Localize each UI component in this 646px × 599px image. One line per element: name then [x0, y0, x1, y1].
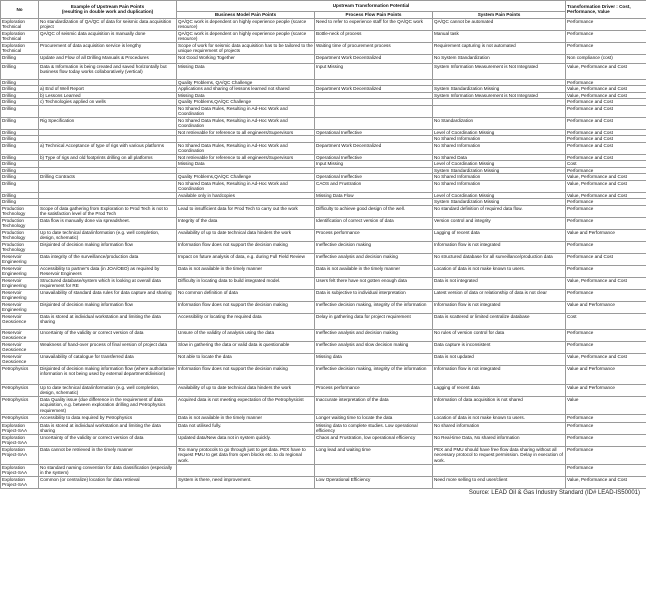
- table-cell: Latest version of data or relationship of data is not clear: [433, 289, 566, 301]
- table-cell: Exploration Project-SAA: [1, 422, 39, 434]
- table-cell: Value, Performance and Cost: [566, 180, 646, 192]
- table-cell: Available only in hardcopies: [177, 192, 315, 199]
- table-cell: Quality Problems,QA/QC Challenge: [177, 174, 315, 181]
- table-cell: No Shared Information: [433, 142, 566, 154]
- table-cell: Performance: [566, 167, 646, 174]
- table-row: [1, 414, 646, 422]
- table-cell: Level of Coordination Missing: [433, 161, 566, 168]
- table-row: [1, 289, 646, 301]
- table-row: [1, 422, 646, 434]
- table-cell: Data is not integrated: [433, 277, 566, 289]
- table-cell: Drilling: [1, 92, 39, 99]
- table-cell: Value and Performance: [566, 384, 646, 396]
- table-cell: Performance: [566, 289, 646, 301]
- table-cell: Production Technology: [1, 205, 39, 217]
- table-header: [1, 1, 646, 19]
- table-cell: Performance and Cost: [566, 154, 646, 161]
- table-cell: Drilling: [1, 161, 39, 168]
- table-cell: Drilling Contracts: [39, 174, 177, 181]
- table-cell: No Shared Data: [433, 154, 566, 161]
- table-cell: Data is not available in the timely manner: [177, 265, 315, 277]
- table-cell: Not retrievable for reference to all engineers/Supervisors: [177, 129, 315, 136]
- table-cell: Uncertainty of the validity or correct version of data: [39, 329, 177, 341]
- table-row: [1, 329, 646, 341]
- table-cell: Value, Performance and Cost: [566, 277, 646, 289]
- table-cell: Level of Coordination Missing: [433, 129, 566, 136]
- table-row: [1, 464, 646, 476]
- table-cell: Delay in gathering data for project requirement: [315, 313, 433, 329]
- table-cell: Information flow is not integrated: [433, 301, 566, 313]
- table-cell: Drilling: [1, 199, 39, 206]
- table-cell: Exploration Project-SAA: [1, 434, 39, 446]
- table-cell: Performance: [566, 446, 646, 464]
- table-row: [1, 476, 646, 488]
- table-cell: QA/QC work is dependent on highly experience people (scarce resource): [177, 30, 315, 42]
- table-cell: Lagging of recent data: [433, 229, 566, 241]
- table-cell: Performance: [566, 30, 646, 42]
- table-cell: No shared information: [433, 422, 566, 434]
- table-cell: Accessibility to data required by Petrophysics: [39, 414, 177, 422]
- table-cell: Process performance: [315, 384, 433, 396]
- table-cell: Rig Specification: [39, 117, 177, 129]
- table-cell: Difficulty to achieve good design of the well.: [315, 205, 433, 217]
- table-cell: Lagging of recent data: [433, 384, 566, 396]
- table-cell: Petrophysics: [1, 396, 39, 414]
- table-cell: Manual task: [433, 30, 566, 42]
- table-cell: Accessibility to partner's data (in JOA/OBO) as required by Reservoir Engineers: [39, 265, 177, 277]
- table-cell: Up to date technical data/information (e.g. well completion, design, schematic): [39, 384, 177, 396]
- table-cell: Up to date technical data/information (e.g. well completion, design, schematic): [39, 229, 177, 241]
- table-cell: Data capture is inconsistent: [433, 341, 566, 353]
- table-cell: Performance: [566, 464, 646, 476]
- table-cell: No Shared Data Rules, Resulting in Ad-Hoc Work and Coordination: [177, 180, 315, 192]
- table-cell: Performance: [566, 42, 646, 54]
- table-cell: b) Type of rigs and old footprints drilling on all platforms: [39, 154, 177, 161]
- table-cell: System Standardization Missing: [433, 167, 566, 174]
- table-cell: No rules of version control for data: [433, 329, 566, 341]
- table-cell: Input Missing: [315, 161, 433, 168]
- table-cell: Missing data: [315, 353, 433, 365]
- table-cell: Availability of up to date technical data hinders the work: [177, 229, 315, 241]
- table-row: [1, 241, 646, 253]
- table-cell: System Standardization Missing: [433, 199, 566, 206]
- table-cell: No Shared Information: [433, 174, 566, 181]
- table-cell: Data is not available in the timely manner: [315, 265, 433, 277]
- table-cell: Drilling: [1, 154, 39, 161]
- table-cell: No common definition of data: [177, 289, 315, 301]
- table-cell: Performance and Cost: [566, 117, 646, 129]
- table-cell: Performance: [566, 341, 646, 353]
- table-cell: Drilling: [1, 99, 39, 106]
- table-cell: Information flow does not support the decision making: [177, 241, 315, 253]
- table-cell: No standard definition of required data flow.: [433, 205, 566, 217]
- table-cell: Missing Data: [177, 92, 315, 99]
- table-cell: No standardization of QA/QC of data for seismic data acquisition project: [39, 18, 177, 30]
- table-row: [1, 301, 646, 313]
- table-cell: Performance and Cost: [566, 142, 646, 154]
- table-cell: Value and Performance: [566, 365, 646, 384]
- header-no: No: [1, 1, 39, 19]
- table-cell: Drilling: [1, 192, 39, 199]
- table-cell: Missing Data Flow: [315, 192, 433, 199]
- table-cell: Unavailability of catalogue for transferred data: [39, 353, 177, 365]
- table-cell: Data & Information is being created and saved horizontally but business flow today works collaboratively (vertical): [39, 63, 177, 79]
- table-cell: System is there, need improvement.: [177, 476, 315, 488]
- table-cell: Exploration Technical: [1, 18, 39, 30]
- table-cell: Integrity of the data: [177, 217, 315, 229]
- table-cell: Reservoir Engineering: [1, 289, 39, 301]
- table-cell: Value and Performance: [566, 301, 646, 313]
- table-cell: Data cannot be retrieved in the timely manner: [39, 446, 177, 464]
- table-cell: Information of data acquisition is not shared: [433, 396, 566, 414]
- table-cell: [315, 464, 433, 476]
- table-cell: Performance: [566, 79, 646, 86]
- table-cell: Information flow does not support the decision making: [177, 365, 315, 384]
- table-cell: [39, 180, 177, 192]
- table-cell: Lead to insufficient data for Prod Tech to carry out the work: [177, 205, 315, 217]
- table-row: [1, 265, 646, 277]
- table-cell: Production Technology: [1, 241, 39, 253]
- table-cell: Quality Problems,QA/QC Challenge: [177, 99, 315, 106]
- table-row: [1, 446, 646, 464]
- table-cell: Department Work Decentralized: [315, 142, 433, 154]
- table-cell: Performance: [566, 217, 646, 229]
- table-cell: Long lead and waiting time: [315, 446, 433, 464]
- table-cell: Drilling: [1, 117, 39, 129]
- table-cell: Information flow is not integrated: [433, 241, 566, 253]
- table-cell: Identification of correct version of data: [315, 217, 433, 229]
- table-cell: c) Technologies applied on wells: [39, 99, 177, 106]
- table-cell: Bottle-neck of process: [315, 30, 433, 42]
- table-cell: Input Missing: [315, 63, 433, 79]
- table-cell: Ineffective analysis and decision making: [315, 329, 433, 341]
- table-cell: Department Work Decentralized: [315, 54, 433, 63]
- table-cell: [177, 464, 315, 476]
- table-cell: Value, Performance and Cost: [566, 86, 646, 93]
- table-cell: Users felt there have not gotten enough data: [315, 277, 433, 289]
- table-cell: Petrophysics: [1, 414, 39, 422]
- table-cell: Drilling: [1, 79, 39, 86]
- table-row: [1, 105, 646, 117]
- table-cell: Scope of data gathering from Exploration to Prod Tech is not to the satisfaction level of the Prod Tech: [39, 205, 177, 217]
- table-cell: Data is stored at individual workstation and limiting the data sharing: [39, 313, 177, 329]
- table-cell: Reservoir Engineering: [1, 253, 39, 265]
- table-cell: Department Work Decentralized: [315, 86, 433, 93]
- table-cell: Value, Performance and Cost: [566, 174, 646, 181]
- table-cell: Unsure of the validity of analysis using the data: [177, 329, 315, 341]
- table-row: [1, 117, 646, 129]
- table-cell: CAOS and Frustration: [315, 180, 433, 192]
- table-cell: Scope of work for seismic data acquisition has to be tailored to the unique requirement of projects: [178, 42, 313, 53]
- table-cell: Slow in gathering the data or valid data is questionable: [177, 341, 315, 353]
- table-row: [1, 396, 646, 414]
- table-cell: Too many protocols to go through just to get data. PEX have to request PMU to get data from open blocks etc. to do regional work.: [177, 446, 315, 464]
- table-row: [1, 205, 646, 217]
- table-cell: Exploration Project-SAA: [1, 476, 39, 488]
- table-cell: a) End of Well Report: [39, 86, 177, 93]
- table-cell: Performance and Cost: [566, 129, 646, 136]
- table-row: [1, 313, 646, 329]
- table-cell: Accessibility or locating the required data: [177, 313, 315, 329]
- table-cell: Disjointed of decision making information flow: [39, 301, 177, 313]
- table-cell: [315, 105, 433, 117]
- table-cell: Inaccurate interpretation of the data: [315, 396, 433, 414]
- table-cell: Data not utilised fully.: [177, 422, 315, 434]
- table-cell: Data integrity of the surveillance/production data: [39, 253, 177, 265]
- table-cell: Not able to locate the data: [177, 353, 315, 365]
- table-cell: Waiting time of procurement process: [315, 42, 433, 54]
- table-cell: No Shared Data Rules, Resulting in Ad-Hoc Work and Coordination: [177, 117, 315, 129]
- table-cell: [433, 464, 566, 476]
- table-cell: No Shared Data Rules, Resulting in Ad-Hoc Work and Coordination: [177, 105, 315, 117]
- table-row: [1, 229, 646, 241]
- table-cell: Performance and Cost: [566, 253, 646, 265]
- table-cell: [315, 117, 433, 129]
- table-cell: Common (or centralize) location for data retrieval: [39, 476, 177, 488]
- table-cell: b) Lessons Learned: [39, 92, 177, 99]
- table-cell: Reservoir Geoscience: [1, 353, 39, 365]
- table-cell: Availability of up to date technical data hinders the work: [177, 384, 315, 396]
- table-row: [1, 253, 646, 265]
- table-cell: Information flow does not support the decision making: [177, 301, 315, 313]
- table-cell: [39, 105, 177, 117]
- table-row: [1, 63, 646, 79]
- table-cell: Acquired data is not meeting expectation of the Petrophysicist: [177, 396, 315, 414]
- source-note: Source: LEAD Oil & Gas Industry Standard (ID# LEAD-IS50001): [468, 489, 640, 496]
- table-cell: Longer waiting time to locate the data: [315, 414, 433, 422]
- header-process: Process Flow Pain Points: [315, 12, 433, 19]
- table-row: [1, 353, 646, 365]
- table-cell: Performance: [566, 329, 646, 341]
- table-cell: No Shared Information: [433, 180, 566, 192]
- table-cell: Drilling: [1, 136, 39, 143]
- table-cell: Exploration Technical: [1, 30, 39, 42]
- header-potential: Upstream Transformation Potential: [177, 1, 566, 12]
- header-system: System Pain Points: [433, 12, 566, 19]
- table-cell: Drilling: [1, 180, 39, 192]
- table-cell: Data is scattered or limited centralize database: [433, 313, 566, 329]
- table-cell: Version control and integrity: [433, 217, 566, 229]
- table-cell: Impact on future analysis of data, e.g. during Full Field Review: [177, 253, 315, 265]
- table-cell: Location of data is not make known to users.: [433, 265, 566, 277]
- table-cell: Drilling: [1, 54, 39, 63]
- table-cell: Production Technology: [1, 229, 39, 241]
- table-cell: No Shared Data Rules, Resulting in Ad-Hoc Work and Coordination: [177, 142, 315, 154]
- table-cell: Uncertainty of the validity or correct version of data: [39, 434, 177, 446]
- table-cell: Drilling: [1, 86, 39, 93]
- table-cell: Reservoir Engineering: [1, 265, 39, 277]
- table-cell: Ineffective decision making: [315, 241, 433, 253]
- table-cell: a) Technical Acceptance of type of rigs with various platforms: [39, 142, 177, 154]
- table-cell: Applications and sharing of lessons learned not shared: [177, 86, 315, 93]
- table-cell: Drilling: [1, 142, 39, 154]
- table-cell: Chaos and Frustration, low operational efficiency: [315, 434, 433, 446]
- table-row: [1, 277, 646, 289]
- table-cell: Cost: [566, 313, 646, 329]
- table-cell: Value, Performance and Cost: [566, 92, 646, 99]
- table-cell: Quality Problems, QA/QC Challenge: [177, 79, 315, 86]
- table-cell: Performance and Cost: [566, 105, 646, 117]
- table-cell: Performance: [566, 422, 646, 434]
- table-cell: Cost: [566, 161, 646, 168]
- table-cell: Operational Ineffective: [315, 129, 433, 136]
- table-cell: Reservoir Engineering: [1, 301, 39, 313]
- header-business: Business Model Pain Points: [177, 12, 315, 19]
- table-cell: Reservoir Engineering: [1, 277, 39, 289]
- table-row: [1, 384, 646, 396]
- table-cell: No structured database for all surveillance/production data: [433, 253, 566, 265]
- table-cell: Performance: [566, 241, 646, 253]
- table-cell: Missing Data: [177, 161, 315, 168]
- header-example: Example of Upstream Pain Points (resulting in double work and duplication): [39, 1, 177, 19]
- table-cell: Drilling: [1, 129, 39, 136]
- table-cell: No Standardization: [433, 117, 566, 129]
- table-row: [1, 18, 646, 30]
- table-cell: Exploration Project-SAA: [1, 464, 39, 476]
- table-cell: Performance: [566, 434, 646, 446]
- table-cell: Operational Ineffective: [315, 174, 433, 181]
- table-cell: System Information Measurement is Not Integrated: [433, 92, 566, 99]
- table-cell: System Information Measurement is Not Integrated: [433, 63, 566, 79]
- table-row: [1, 142, 646, 154]
- table-cell: Petrophysics: [1, 384, 39, 396]
- table-cell: Ineffective decision making, integrity of the information: [315, 365, 433, 384]
- table-cell: Location of data is not make known to users.: [433, 414, 566, 422]
- table-cell: PEX and PMU should have free flow data sharing without all necessary protocol to request permission. Delay in execution of work.: [433, 446, 566, 464]
- table-cell: QA/QC of seismic data acquisition is manually done: [39, 30, 177, 42]
- table-cell: Data is stored at individual workstation and limiting the data sharing: [39, 422, 177, 434]
- table-cell: Process performance: [315, 229, 433, 241]
- table-cell: Drilling: [1, 63, 39, 79]
- table-cell: Value, Performance and Cost: [566, 353, 646, 365]
- table-row: [1, 434, 646, 446]
- table-cell: Performance and Cost: [566, 136, 646, 143]
- table-cell: Ineffective decision making, integrity of the information: [315, 301, 433, 313]
- table-cell: Performance and Cost: [566, 99, 646, 106]
- table-row: [1, 180, 646, 192]
- table-row: [1, 42, 646, 54]
- table-cell: Performance: [566, 414, 646, 422]
- table-cell: QA/QC cannot be automated: [433, 18, 566, 30]
- table-row: [1, 365, 646, 384]
- table-body: [1, 18, 646, 488]
- table-cell: Drilling: [1, 105, 39, 117]
- table-cell: Level of Coordination Missing: [433, 192, 566, 199]
- table-cell: Missing Data: [177, 63, 315, 79]
- table-cell: Need more selling to end user/client: [433, 476, 566, 488]
- table-cell: Ineffective analysis and decision making: [315, 253, 433, 265]
- table-cell: QA/QC work is dependent on highly experience people (scarce resource): [177, 18, 315, 30]
- table-cell: Data is subjective to individual interpretation: [315, 289, 433, 301]
- table-cell: Petrophysics: [1, 365, 39, 384]
- header-driver: Transformation Driver : Cost, Performance, Value: [566, 1, 646, 19]
- table-cell: Weakness of hand-over process of final version of project data: [39, 341, 177, 353]
- table-row: [1, 30, 646, 42]
- table-row: [1, 54, 646, 63]
- table-cell: Requirement capturing is not automated: [433, 42, 566, 54]
- table-cell: Low Operational Efficiency: [315, 476, 433, 488]
- table-cell: Data Quality issue (due difference in the requirement of data acquisition, e.g. between exploration drilling and Petrophysics requirement): [39, 396, 177, 414]
- table-cell: No System Standardization: [433, 54, 566, 63]
- table-cell: Difficulty in locating data to build integrated model.: [177, 277, 315, 289]
- table-cell: Data is not available in the timely manner: [177, 414, 315, 422]
- table-cell: Reservoir Geoscience: [1, 313, 39, 329]
- table-cell: Structured database/system which is looking at overall data requirement for RE: [39, 277, 177, 289]
- table-cell: Drilling: [1, 174, 39, 181]
- table-cell: Disjointed of decision making information flow (where authoritative information is not being used by external department/division): [39, 365, 177, 384]
- table-cell: Value, Performance and Cost: [566, 476, 646, 488]
- table-cell: Performance: [566, 265, 646, 277]
- table-cell: Data flow is manually done via spreadsheet.: [39, 217, 177, 229]
- table-cell: Disjointed of decision making information flow: [39, 241, 177, 253]
- table-cell: Performance: [566, 18, 646, 30]
- table-cell: Value, Performance and Cost: [566, 63, 646, 79]
- table-cell: Value and Performance: [566, 229, 646, 241]
- table-cell: [433, 105, 566, 117]
- table-cell: Procurement of data acquisition service is lengthy: [39, 42, 177, 54]
- table-cell: Operational Ineffective: [315, 154, 433, 161]
- table-cell: Exploration Technical: [1, 42, 39, 54]
- table-cell: Ineffective analysis and slow decision making: [315, 341, 433, 353]
- table-cell: No standard naming convention for data classification (especially in the system): [39, 464, 177, 476]
- table-cell: Reservoir Geoscience: [1, 329, 39, 341]
- table-cell: No Shared Information: [433, 136, 566, 143]
- table-cell: Exploration Project-SAA: [1, 446, 39, 464]
- table-cell: Missing data to complete studies. Low operational efficiency: [315, 422, 433, 434]
- table-cell: Non compliance (cost): [566, 54, 646, 63]
- table-cell: Need to refer to experience staff for the QA/QC work: [315, 18, 433, 30]
- table-cell: No Real-time Data, No shared information: [433, 434, 566, 446]
- table-row: [1, 341, 646, 353]
- table-cell: Drilling: [1, 167, 39, 174]
- table-cell: System Standardization Missing: [433, 86, 566, 93]
- table-cell: Reservoir Geoscience: [1, 341, 39, 353]
- table-row: [1, 217, 646, 229]
- table-cell: Data is not updated: [433, 353, 566, 365]
- table-cell: Not retrievable for reference to all engineers/Supervisors: [177, 154, 315, 161]
- table-cell: Performance: [566, 205, 646, 217]
- table-cell: Production Technology: [1, 217, 39, 229]
- table-cell: Information flow is not integrated: [433, 365, 566, 384]
- table-cell: Unavailability of standard data rules for data capture and sharing: [39, 289, 177, 301]
- table-cell: Performance: [566, 199, 646, 206]
- table-cell: Updated data/New data not in system quickly.: [177, 434, 315, 446]
- table-cell: Value, Performance and Cost: [566, 192, 646, 199]
- table-cell: Not Good Working Together: [177, 54, 315, 63]
- table-cell: Value: [566, 396, 646, 414]
- table-cell: Update and Flow of all Drilling Manuals & Procedures: [39, 54, 177, 63]
